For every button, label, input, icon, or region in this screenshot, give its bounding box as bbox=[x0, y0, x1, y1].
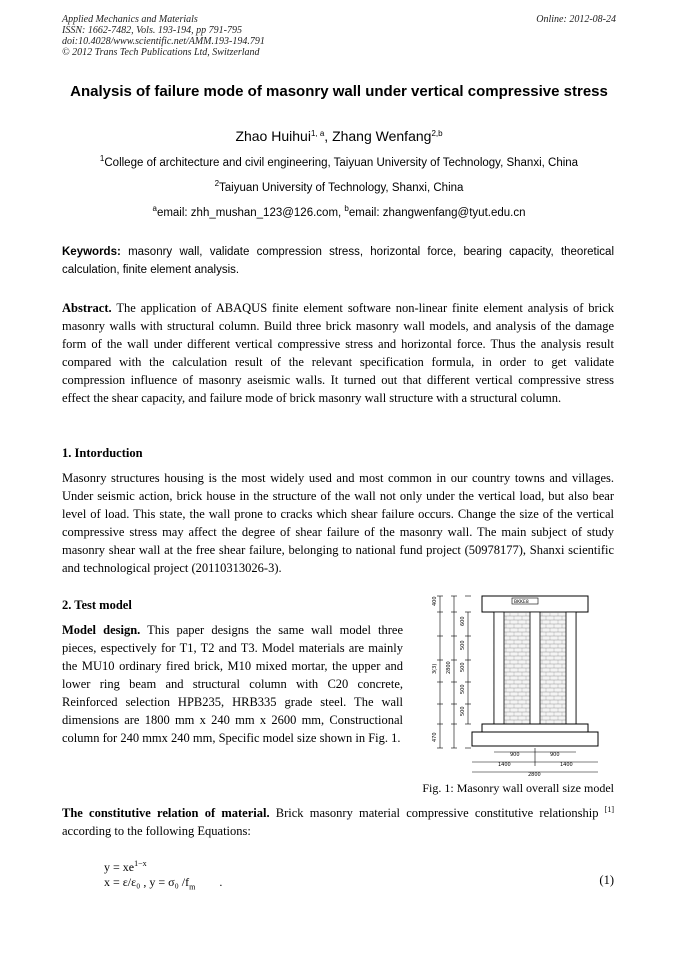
abstract-text: The application of ABAQUS finite element software non-linear finite element analysis of brick masonry walls with structural column. Build three brick masonry wall models, and analysis of the damage form of the wall under different vertical compressive stress and horizontal force. Thus the analysis result compared with the calculation result of the relevant specification formula, in order to get validate compression influence of masonry aseismic walls. It turned out that different vertical compressive stress effect the shear capacity, and failure mode of brick masonry wall structure with a structural column. bbox=[62, 301, 614, 405]
constitutive-text-a: Brick masonry material compressive constitutive relationship bbox=[269, 806, 605, 820]
paper-title: Analysis of failure mode of masonry wall under vertical compressive stress bbox=[70, 83, 608, 100]
model-design-label: Model design. bbox=[62, 623, 141, 637]
author-2-sup: 2,b bbox=[431, 129, 443, 138]
aff2-text: Taiyuan University of Technology, Shanxi, China bbox=[219, 182, 464, 194]
keywords-text: masonry wall, validate compression stress, horizontal force, bearing capacity, theoretical calculation, finite element analysis. bbox=[62, 246, 614, 276]
eq1-sup: 1−x bbox=[134, 859, 147, 868]
equation-1 bbox=[104, 860, 222, 894]
model-design-paragraph bbox=[62, 621, 403, 747]
dim-r3: 500 bbox=[460, 662, 466, 672]
issn-line: ISSN: 1662-7482, Vols. 193-194, pp 791-795 bbox=[62, 25, 242, 36]
constitutive-paragraph bbox=[62, 804, 614, 840]
journal-name: Applied Mechanics and Materials bbox=[62, 14, 198, 25]
email-a: email: zhh_mushan_123@126.com, bbox=[156, 207, 345, 219]
top-beam-label: BKKE8 bbox=[514, 600, 529, 605]
eq2-sub: m bbox=[189, 882, 196, 892]
dim-r4: 500 bbox=[460, 684, 466, 694]
section-1-body: Masonry structures housing is the most widely used and most common in our country towns and villages. Under seismic action, brick house in the structure of the wall not only under the vertical load, but also bear level of load. This state, the wall prone to cracks which shear failure occurs. Change the size of the vertical compressive stress may affect the degree of shear failure of the masonry wall. The main subject of study masonry shear wall at the free shear failure, belonging to national fund project (50978177), Shanxi scientific and technological project (20110313026-3). bbox=[62, 471, 614, 575]
base-beam bbox=[472, 732, 598, 746]
masonry-wall-figure bbox=[410, 588, 610, 778]
email-b-sup: b bbox=[344, 204, 349, 213]
dim-mid: 2800 bbox=[446, 661, 452, 674]
affiliation-1 bbox=[62, 154, 616, 169]
model-design-text: This paper designs the same wall model three pieces, espectively for T1, T2 and T3. Model materials are mainly the MU10 ordinary fired brick, M10 mixed mortar, the upper and lower ring beam and structural column with C20 concrete, Reinforced selection HPB235, HRB335 grade steel. The wall dimensions are 1800 mm x 240 mm x 2600 mm, Constructional column for 240 mmx 240 mm, Specific model size shown in Fig. 1. bbox=[62, 623, 403, 745]
dim-b4: 1400 bbox=[560, 762, 573, 768]
equation-line-1 bbox=[104, 860, 222, 875]
email-b: email: zhangwenfang@tyut.edu.cn bbox=[348, 207, 526, 219]
online-date: Online: 2012-08-24 bbox=[536, 14, 616, 25]
constitutive-ref: [1] bbox=[604, 805, 614, 814]
dim-top: 400 bbox=[432, 596, 438, 606]
abstract bbox=[62, 299, 614, 407]
email-line bbox=[62, 204, 616, 219]
section-2-heading: 2. Test model bbox=[62, 598, 132, 612]
constitutive-label: The constitutive relation of material. bbox=[62, 806, 270, 820]
dim-b1: 900 bbox=[510, 752, 520, 758]
author-1-sup: 1, a bbox=[310, 129, 325, 138]
copyright-line: © 2012 Trans Tech Publications Ltd, Switzerland bbox=[62, 47, 260, 58]
figure-caption: Fig. 1: Masonry wall overall size model bbox=[422, 781, 614, 795]
dim-r1: 600 bbox=[460, 616, 466, 626]
dim-b3: 1400 bbox=[498, 762, 511, 768]
journal-header bbox=[62, 14, 616, 58]
eq1-main: y = xe bbox=[104, 860, 135, 874]
dim-total: 2800 bbox=[528, 772, 541, 778]
middle-column bbox=[530, 612, 540, 724]
email-a-sup: a bbox=[152, 204, 157, 213]
abstract-label: Abstract. bbox=[62, 301, 112, 315]
author-1: Zhao Huihui bbox=[235, 128, 311, 144]
dim-bottom: 470 bbox=[432, 732, 438, 742]
affiliation-2 bbox=[62, 179, 616, 194]
aff1-text: College of architecture and civil engineering, Taiyuan University of Technology, Shanxi, China bbox=[104, 157, 579, 169]
eq-trail: . bbox=[219, 875, 223, 889]
dim-r5: 500 bbox=[460, 706, 466, 716]
author-separator: , bbox=[324, 128, 333, 144]
aff1-sup: 1 bbox=[99, 154, 105, 163]
dim-left-total: 3(3) bbox=[432, 663, 438, 674]
eq2-main: x = ε/ε₀ , y = σ₀ /f bbox=[104, 875, 190, 889]
constitutive-text-b: according to the following Equations: bbox=[62, 824, 251, 838]
doi-line: doi:10.4028/www.scientific.net/AMM.193-194.791 bbox=[62, 36, 265, 47]
left-structural-column bbox=[494, 612, 504, 724]
author-line bbox=[62, 128, 616, 144]
equation-line-2 bbox=[104, 875, 222, 894]
author-2: Zhang Wenfang bbox=[332, 128, 432, 144]
section-1-heading: 1. Intorduction bbox=[62, 446, 143, 460]
equation-number: (1) bbox=[599, 873, 614, 887]
dim-b2: 900 bbox=[550, 752, 560, 758]
keywords bbox=[62, 243, 614, 279]
bottom-ring-beam bbox=[482, 724, 588, 732]
right-structural-column bbox=[566, 612, 576, 724]
keywords-label: Keywords: bbox=[62, 246, 121, 258]
dim-r2: 500 bbox=[460, 640, 466, 650]
aff2-sup: 2 bbox=[214, 179, 220, 188]
